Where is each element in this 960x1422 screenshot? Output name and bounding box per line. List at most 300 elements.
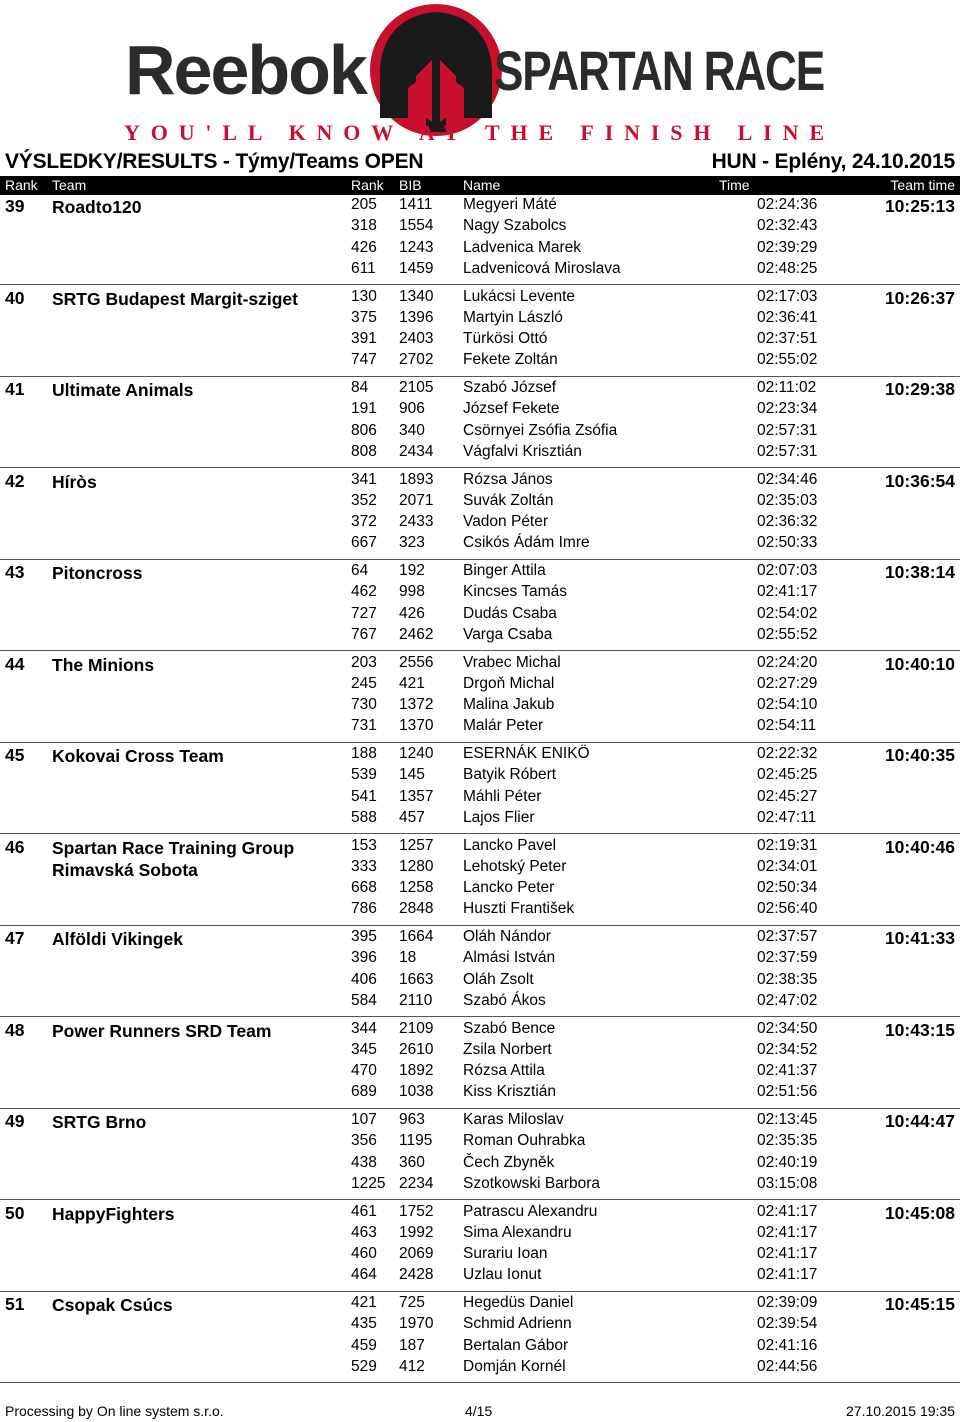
team-time: 10:26:37 — [884, 287, 955, 308]
member-rank: 352 — [351, 491, 377, 509]
member-row — [0, 654, 960, 675]
member-time: 02:34:46 — [757, 470, 818, 488]
team-time: 10:29:38 — [884, 379, 955, 399]
member-bib: 1554 — [399, 217, 434, 235]
member-bib: 2109 — [399, 1019, 434, 1037]
member-rank: 461 — [351, 1202, 377, 1220]
member-name: Csikós Ádám Imre — [463, 534, 590, 552]
member-bib: 2071 — [399, 491, 434, 509]
member-name: Lancko Pavel — [463, 836, 557, 854]
member-name: Oláh Zsolt — [463, 970, 534, 988]
member-bib: 963 — [399, 1111, 425, 1128]
member-bib: 2848 — [399, 900, 434, 918]
member-time: 02:35:03 — [757, 491, 818, 509]
team-time: 10:40:46 — [884, 836, 955, 857]
member-bib: 2556 — [399, 653, 434, 671]
member-row — [0, 379, 960, 400]
member-time: 02:40:19 — [757, 1153, 818, 1171]
member-time: 02:54:10 — [757, 696, 818, 714]
member-time: 02:36:41 — [757, 308, 818, 326]
member-name: Türkösi Ottó — [463, 330, 548, 348]
member-time: 03:15:08 — [757, 1174, 818, 1192]
member-bib: 2428 — [399, 1266, 434, 1284]
member-bib: 1280 — [399, 857, 434, 875]
team-block — [0, 379, 960, 468]
member-bib: 1893 — [399, 470, 434, 488]
team-name: HappyFighters — [52, 1203, 175, 1224]
spartan-helmet-icon — [370, 4, 502, 136]
tagline-text: YOU'LL KNOW AT THE FINISH LINE — [124, 120, 824, 145]
member-bib: 2702 — [399, 351, 434, 369]
team-rank: 46 — [5, 836, 25, 857]
member-time: 02:38:35 — [757, 970, 818, 988]
member-time: 02:41:17 — [757, 1223, 818, 1241]
member-name: Ladvenica Marek — [463, 238, 582, 256]
team-block — [0, 1111, 960, 1200]
header-team-time: Team time — [890, 177, 955, 193]
member-name: ESERNÁK ENIKÖ — [463, 745, 590, 762]
member-time: 02:45:27 — [757, 787, 818, 805]
member-bib: 1243 — [399, 238, 434, 256]
member-rank: 333 — [351, 857, 377, 875]
member-name: Megyeri Máté — [463, 196, 557, 213]
member-row — [0, 562, 960, 583]
member-rank: 727 — [351, 604, 377, 622]
member-rank: 435 — [351, 1315, 377, 1333]
team-block — [0, 745, 960, 834]
team-time: 10:45:15 — [884, 1294, 955, 1314]
member-name: Rózsa Attila — [463, 1062, 545, 1080]
member-time: 02:47:11 — [757, 808, 817, 826]
member-row — [0, 239, 960, 260]
member-rank: 689 — [351, 1083, 377, 1101]
member-time: 02:41:37 — [757, 1062, 818, 1080]
member-rank: 344 — [351, 1019, 377, 1037]
member-rank: 463 — [351, 1223, 377, 1241]
footer-timestamp: 27.10.2015 19:35 — [846, 1403, 955, 1419]
member-row — [0, 400, 960, 421]
member-time: 02:41:16 — [757, 1336, 818, 1354]
member-row — [0, 879, 960, 900]
member-row — [0, 1041, 960, 1062]
member-rank: 107 — [351, 1111, 377, 1128]
member-row — [0, 1132, 960, 1153]
team-rank: 51 — [5, 1294, 25, 1314]
member-time: 02:23:34 — [757, 400, 818, 418]
member-row — [0, 1245, 960, 1266]
member-row — [0, 1337, 960, 1358]
member-row — [0, 1224, 960, 1245]
member-time: 02:41:17 — [757, 583, 818, 601]
member-name: Varga Csaba — [463, 625, 553, 643]
team-time: 10:44:47 — [884, 1111, 955, 1131]
member-name: Roman Ouhrabka — [463, 1132, 586, 1150]
member-name: Batyik Róbert — [463, 766, 557, 784]
team-time: 10:41:33 — [884, 928, 955, 948]
footer-processor: Processing by On line system s.r.o. — [5, 1403, 224, 1419]
member-row — [0, 1266, 960, 1287]
member-bib: 2105 — [399, 379, 434, 396]
member-time: 02:50:34 — [757, 879, 818, 897]
member-name: Čech Zbyněk — [463, 1153, 555, 1171]
member-row — [0, 1020, 960, 1041]
member-row — [0, 626, 960, 647]
team-rank: 42 — [5, 470, 25, 491]
member-rank: 426 — [351, 238, 377, 256]
page-number: 4/15 — [465, 1403, 493, 1419]
spartan-race-logo-text: SPARTAN RACE — [494, 39, 825, 102]
member-row — [0, 196, 960, 217]
member-bib: 421 — [399, 674, 425, 692]
event-location-date: HUN - Eplény, 24.10.2015 — [711, 150, 955, 173]
member-time: 02:19:31 — [757, 836, 818, 854]
member-rank: 375 — [351, 308, 377, 326]
member-row — [0, 900, 960, 921]
team-rank: 39 — [5, 196, 25, 216]
member-name: Hegedüs Daniel — [463, 1294, 574, 1311]
member-row — [0, 1062, 960, 1083]
member-time: 02:56:40 — [757, 900, 818, 918]
member-row — [0, 717, 960, 738]
member-name: Kiss Krisztián — [463, 1083, 557, 1101]
member-row — [0, 583, 960, 604]
team-rank: 40 — [5, 287, 25, 308]
member-name: Malina Jakub — [463, 696, 555, 714]
member-bib: 1240 — [399, 745, 434, 762]
member-row — [0, 1358, 960, 1379]
member-rank: 153 — [351, 836, 377, 854]
member-rank: 191 — [351, 400, 377, 418]
member-rank: 541 — [351, 787, 377, 805]
member-bib: 2433 — [399, 513, 434, 531]
member-bib: 2234 — [399, 1174, 434, 1192]
member-name: Nagy Szabolcs — [463, 217, 567, 235]
member-row — [0, 788, 960, 809]
member-rank: 318 — [351, 217, 377, 235]
team-rank: 44 — [5, 653, 25, 674]
member-bib: 2110 — [399, 991, 433, 1009]
member-row — [0, 422, 960, 443]
member-name: Karas Miloslav — [463, 1111, 564, 1128]
member-name: Csörnyei Zsófia Zsófia — [463, 421, 618, 439]
team-block — [0, 1020, 960, 1109]
member-name: Szabó Ákos — [463, 991, 546, 1009]
member-name: Ladvenicová Miroslava — [463, 259, 621, 277]
member-row — [0, 1294, 960, 1315]
table-header — [0, 176, 960, 195]
member-bib: 1372 — [399, 696, 434, 714]
member-row — [0, 351, 960, 372]
member-rank: 341 — [351, 470, 377, 488]
member-row — [0, 309, 960, 330]
member-row — [0, 675, 960, 696]
member-rank: 130 — [351, 287, 377, 305]
member-bib: 1195 — [399, 1132, 433, 1150]
member-rank: 391 — [351, 330, 377, 348]
team-name: SRTG Brno — [52, 1112, 147, 1132]
member-bib: 1396 — [399, 308, 434, 326]
member-rank: 1225 — [351, 1174, 386, 1192]
team-block — [0, 196, 960, 285]
member-bib: 1411 — [399, 196, 433, 213]
team-time: 10:40:10 — [884, 653, 955, 674]
member-name: Patrascu Alexandru — [463, 1202, 598, 1220]
member-bib: 360 — [399, 1153, 425, 1171]
member-time: 02:32:43 — [757, 217, 818, 235]
member-rank: 584 — [351, 991, 377, 1009]
member-bib: 1970 — [399, 1315, 434, 1333]
member-name: Huszti František — [463, 900, 575, 918]
member-rank: 462 — [351, 583, 377, 601]
member-time: 02:44:56 — [757, 1357, 818, 1375]
member-name: Vrabec Michal — [463, 653, 561, 671]
member-rank: 421 — [351, 1294, 377, 1311]
member-rank: 470 — [351, 1062, 377, 1080]
team-rank: 50 — [5, 1202, 25, 1223]
member-rank: 84 — [351, 379, 369, 396]
member-rank: 459 — [351, 1336, 377, 1354]
member-rank: 588 — [351, 808, 377, 826]
team-name: Pitoncross — [52, 563, 143, 583]
team-name: SRTG Budapest Margit-sziget — [52, 288, 298, 309]
member-row — [0, 928, 960, 949]
member-bib: 426 — [399, 604, 425, 622]
member-name: József Fekete — [463, 400, 560, 418]
team-name: Power Runners SRD Team — [52, 1020, 272, 1041]
team-time: 10:38:14 — [884, 562, 955, 582]
member-rank: 64 — [351, 562, 369, 579]
member-rank: 767 — [351, 625, 377, 643]
member-row — [0, 745, 960, 766]
member-name: Rózsa János — [463, 470, 553, 488]
member-rank: 245 — [351, 674, 377, 692]
member-row — [0, 809, 960, 830]
member-row — [0, 471, 960, 492]
member-row — [0, 492, 960, 513]
member-time: 02:41:17 — [757, 1245, 818, 1263]
team-block — [0, 1294, 960, 1383]
member-time: 02:34:01 — [757, 857, 818, 875]
team-name: The Minions — [52, 654, 155, 675]
member-row — [0, 696, 960, 717]
member-time: 02:37:59 — [757, 949, 818, 967]
team-time: 10:45:08 — [884, 1202, 955, 1223]
member-name: Dudás Csaba — [463, 604, 557, 622]
team-name: Ultimate Animals — [52, 380, 194, 400]
member-time: 02:17:03 — [757, 287, 818, 305]
member-name: Oláh Nándor — [463, 928, 551, 945]
member-name: Binger Attila — [463, 562, 546, 579]
team-rank: 43 — [5, 562, 25, 582]
member-bib: 1357 — [399, 787, 434, 805]
member-bib: 412 — [399, 1357, 425, 1375]
member-time: 02:34:50 — [757, 1019, 818, 1037]
member-bib: 906 — [399, 400, 425, 418]
member-time: 02:35:35 — [757, 1132, 818, 1150]
member-row — [0, 971, 960, 992]
member-bib: 1258 — [399, 879, 434, 897]
member-row — [0, 858, 960, 879]
header-rank: Rank — [5, 177, 38, 193]
member-name: Lancko Peter — [463, 879, 555, 897]
member-row — [0, 217, 960, 238]
member-time: 02:24:36 — [757, 196, 818, 213]
header-bib: BIB — [399, 177, 422, 193]
member-row — [0, 260, 960, 281]
member-time: 02:51:56 — [757, 1083, 818, 1101]
member-rank: 345 — [351, 1040, 377, 1058]
member-bib: 2462 — [399, 625, 434, 643]
member-name: Lehotský Peter — [463, 857, 567, 875]
member-name: Almási István — [463, 949, 556, 967]
member-rank: 806 — [351, 421, 377, 439]
header-member-rank: Rank — [351, 177, 384, 193]
member-name: Surariu Ioan — [463, 1245, 548, 1263]
member-bib: 192 — [399, 562, 425, 579]
member-rank: 730 — [351, 696, 377, 714]
member-bib: 1459 — [399, 259, 434, 277]
member-rank: 205 — [351, 196, 377, 213]
member-row — [0, 513, 960, 534]
member-bib: 2403 — [399, 330, 434, 348]
member-time: 02:48:25 — [757, 259, 818, 277]
member-rank: 667 — [351, 534, 377, 552]
team-rank: 49 — [5, 1111, 25, 1131]
member-name: Drgoň Michal — [463, 674, 555, 692]
member-bib: 998 — [399, 583, 425, 601]
member-row — [0, 766, 960, 787]
member-bib: 1752 — [399, 1202, 434, 1220]
team-block — [0, 928, 960, 1017]
member-rank: 395 — [351, 928, 377, 945]
member-time: 02:24:20 — [757, 653, 818, 671]
member-name: Vadon Péter — [463, 513, 549, 531]
member-name: Lajos Flier — [463, 808, 535, 826]
team-block — [0, 654, 960, 743]
member-time: 02:13:45 — [757, 1111, 818, 1128]
member-bib: 2610 — [399, 1040, 434, 1058]
member-name: Bertalan Gábor — [463, 1336, 569, 1354]
member-bib: 323 — [399, 534, 425, 552]
member-rank: 747 — [351, 351, 377, 369]
member-time: 02:39:29 — [757, 238, 818, 256]
member-rank: 786 — [351, 900, 377, 918]
member-name: Lukácsi Levente — [463, 287, 576, 305]
member-time: 02:45:25 — [757, 766, 818, 784]
member-time: 02:37:57 — [757, 928, 818, 945]
member-time: 02:11:02 — [757, 379, 817, 396]
member-name: Schmid Adrienn — [463, 1315, 572, 1333]
team-block — [0, 562, 960, 651]
member-row — [0, 534, 960, 555]
team-name: Roadto120 — [52, 197, 142, 217]
member-time: 02:37:51 — [757, 330, 818, 348]
member-row — [0, 992, 960, 1013]
team-name: Híròs — [52, 471, 97, 492]
event-logo — [0, 0, 960, 146]
member-bib: 340 — [399, 421, 425, 439]
results-table — [0, 196, 960, 1386]
member-rank: 529 — [351, 1357, 377, 1375]
member-rank: 808 — [351, 442, 377, 460]
header-team: Team — [52, 177, 87, 193]
team-rank: 48 — [5, 1019, 25, 1040]
member-rank: 203 — [351, 653, 377, 671]
member-row — [0, 1111, 960, 1132]
member-name: Vágfalvi Krisztián — [463, 442, 582, 460]
member-name: Zsila Norbert — [463, 1040, 552, 1058]
member-time: 02:22:32 — [757, 745, 818, 762]
member-time: 02:55:52 — [757, 625, 818, 643]
member-time: 02:07:03 — [757, 562, 818, 579]
member-rank: 372 — [351, 513, 377, 531]
member-rank: 464 — [351, 1266, 377, 1284]
member-rank: 396 — [351, 949, 377, 967]
member-row — [0, 1083, 960, 1104]
member-name: Kincses Tamás — [463, 583, 567, 601]
member-time: 02:54:11 — [757, 717, 817, 735]
team-rank: 45 — [5, 745, 25, 765]
member-bib: 145 — [399, 766, 425, 784]
member-time: 02:47:02 — [757, 991, 818, 1009]
member-time: 02:27:29 — [757, 674, 818, 692]
team-block — [0, 471, 960, 560]
member-rank: 188 — [351, 745, 377, 762]
member-time: 02:55:02 — [757, 351, 818, 369]
member-rank: 611 — [351, 259, 376, 277]
member-name: Szabó József — [463, 379, 557, 396]
team-rank: 47 — [5, 928, 25, 948]
member-time: 02:41:17 — [757, 1202, 818, 1220]
member-name: Sima Alexandru — [463, 1223, 572, 1241]
team-name: Kokovai Cross Team — [52, 746, 224, 766]
member-name: Suvák Zoltán — [463, 491, 554, 509]
member-row — [0, 1175, 960, 1196]
reebok-logo-text: Reebok — [125, 31, 366, 109]
member-rank: 356 — [351, 1132, 377, 1150]
member-bib: 725 — [399, 1294, 425, 1311]
header-name: Name — [463, 177, 501, 193]
member-name: Szotkowski Barbora — [463, 1174, 600, 1192]
member-bib: 1257 — [399, 836, 434, 854]
team-block — [0, 288, 960, 377]
member-rank: 406 — [351, 970, 377, 988]
member-row — [0, 837, 960, 858]
member-time: 02:36:32 — [757, 513, 818, 531]
member-rank: 539 — [351, 766, 377, 784]
member-name: Malár Peter — [463, 717, 544, 735]
member-row — [0, 443, 960, 464]
results-title: VÝSLEDKY/RESULTS - Týmy/Teams OPEN — [5, 150, 424, 173]
member-time: 02:39:54 — [757, 1315, 818, 1333]
member-rank: 460 — [351, 1245, 377, 1263]
team-block — [0, 837, 960, 926]
member-rank: 438 — [351, 1153, 377, 1171]
member-bib: 1340 — [399, 287, 434, 305]
team-time: 10:43:15 — [884, 1019, 955, 1040]
member-rank: 731 — [351, 717, 377, 735]
team-name: Spartan Race Training Group Rimavská Sobota — [52, 837, 295, 880]
member-time: 02:57:31 — [757, 421, 818, 439]
member-name: Martyin László — [463, 308, 563, 326]
member-row — [0, 1315, 960, 1336]
member-rank: 668 — [351, 879, 377, 897]
member-row — [0, 330, 960, 351]
member-time: 02:54:02 — [757, 604, 818, 622]
member-bib: 187 — [399, 1336, 425, 1354]
member-row — [0, 949, 960, 970]
member-time: 02:41:17 — [757, 1266, 818, 1284]
